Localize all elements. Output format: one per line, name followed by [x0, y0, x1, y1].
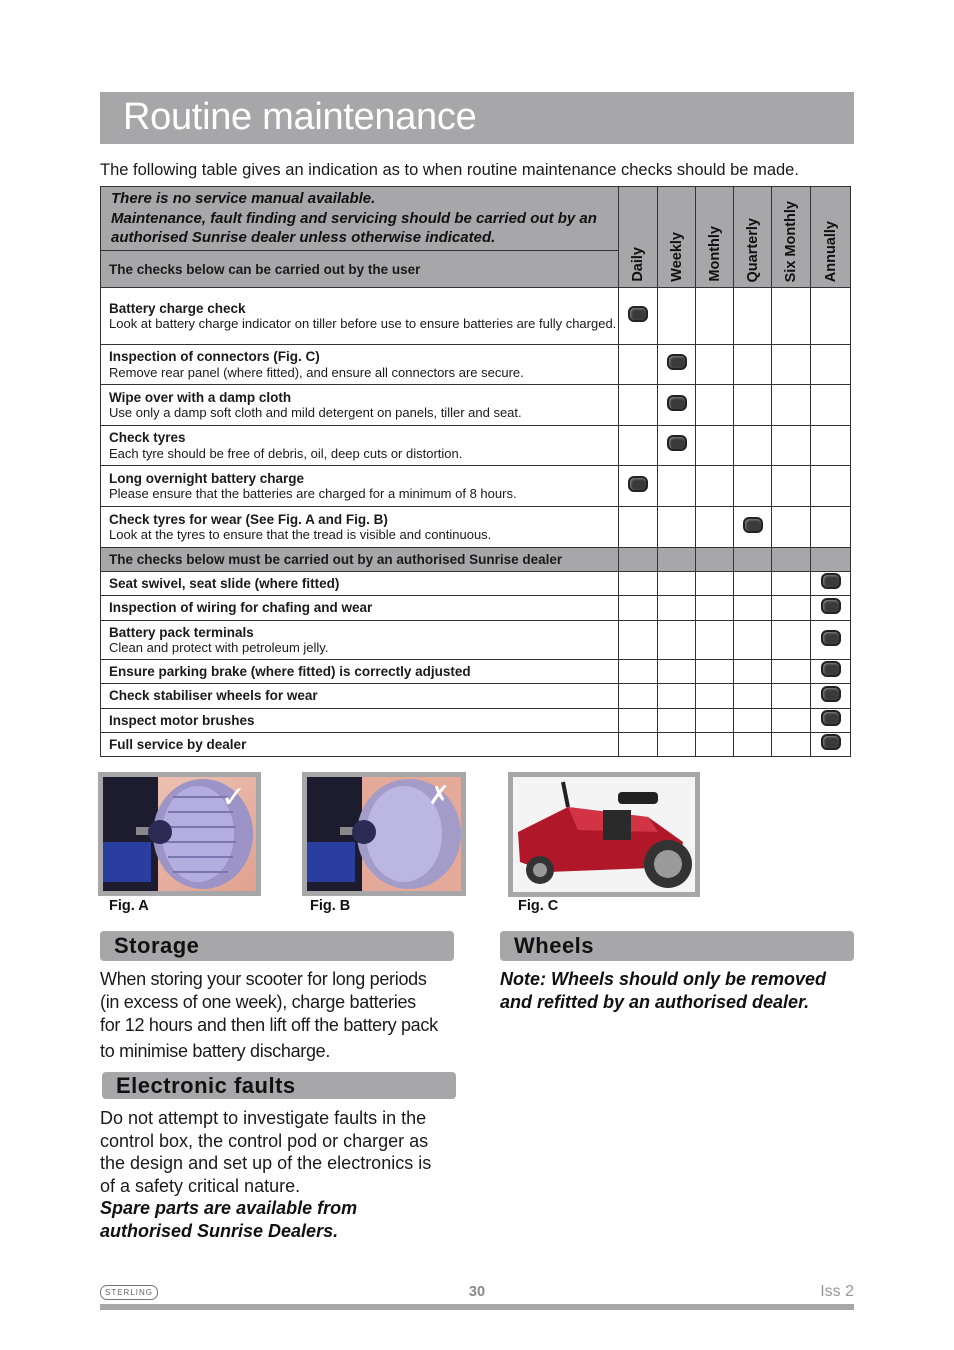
check-description: [101, 466, 619, 507]
sterling-logo: STERLING: [100, 1285, 158, 1300]
maintenance-table: [100, 186, 850, 758]
frequency-cell: [772, 385, 811, 426]
table-row: [101, 684, 851, 709]
check-title: Battery charge check: [109, 300, 246, 316]
frequency-cell: [658, 621, 696, 660]
frequency-cell: [811, 426, 851, 466]
frequency-cell: [619, 507, 658, 548]
frequency-cell: [658, 426, 696, 466]
check-description: [101, 709, 619, 733]
freq-header-daily: Daily: [619, 187, 658, 288]
frequency-cell: [811, 733, 851, 757]
table-row: [101, 709, 851, 733]
check-detail: Please ensure that the batteries are charged for a minimum of 8 hours.: [109, 486, 517, 501]
check-detail: Look at battery charge indicator on tiller before use to ensure batteries are fully charged.: [109, 316, 617, 331]
check-detail: Look at the tyres to ensure that the tread is visible and continuous.: [109, 527, 492, 542]
frequency-cell: [734, 548, 772, 572]
page-title: Routine maintenance: [123, 96, 477, 138]
scooter-image: [508, 772, 700, 897]
check-title: Wipe over with a damp cloth: [109, 389, 292, 405]
check-description: [101, 733, 619, 757]
check-detail: Remove rear panel (where fitted), and ensure all connectors are secure.: [109, 364, 524, 380]
check-marker-icon: [628, 476, 648, 492]
check-marker-icon: [821, 598, 841, 614]
frequency-cell: [811, 507, 851, 548]
frequency-cell: [811, 288, 851, 345]
freq-header-monthly: Monthly: [696, 187, 734, 288]
frequency-cell: [734, 426, 772, 466]
frequency-cell: [734, 507, 772, 548]
frequency-cell: [619, 548, 658, 572]
figure-b-caption: Fig. B: [310, 898, 351, 914]
frequency-cell: [772, 572, 811, 596]
frequency-cell: [696, 507, 734, 548]
electronic-faults-text: Do not attempt to investigate faults in the control box, the control pod or charger as the design and set up of the electronics is of a safety critical nature.: [100, 1108, 432, 1197]
dealer-checks-header-row: [101, 548, 851, 572]
frequency-cell: [734, 596, 772, 621]
check-detail: Clean and protect with petroleum jelly.: [109, 640, 329, 655]
tick-mark: ✓: [220, 780, 246, 815]
frequency-cell: [696, 385, 734, 426]
frequency-cell: [696, 733, 734, 757]
table-row: [101, 596, 851, 621]
frequency-cell: [658, 733, 696, 757]
check-title: Check tyres: [109, 430, 186, 445]
check-title: Inspection of connectors (Fig. C): [109, 349, 320, 364]
frequency-cell: [811, 596, 851, 621]
frequency-cell: [772, 684, 811, 709]
frequency-cell: [696, 426, 734, 466]
frequency-cell: [619, 288, 658, 345]
check-title: Battery pack terminals: [109, 624, 254, 640]
figure-b: [302, 772, 466, 896]
frequency-cell: [658, 466, 696, 507]
frequency-cell: [658, 660, 696, 684]
wheels-note: Note: Wheels should only be removed and refitted by an authorised dealer.: [500, 969, 827, 1012]
frequency-cell: [772, 596, 811, 621]
table-row: [101, 733, 851, 757]
tyre-good-image: [98, 772, 261, 896]
frequency-cell: [619, 345, 658, 385]
frequency-cell: [734, 660, 772, 684]
check-marker-icon: [821, 734, 841, 750]
check-marker-icon: [821, 573, 841, 589]
figure-c: [508, 772, 700, 897]
frequency-cell: [619, 466, 658, 507]
frequency-cell: [811, 660, 851, 684]
frequency-cell: [696, 466, 734, 507]
table-row: [101, 621, 851, 660]
frequency-cell: [811, 709, 851, 733]
freq-header-weekly: Weekly: [658, 187, 696, 288]
check-marker-icon: [628, 306, 648, 322]
frequency-cell: [619, 572, 658, 596]
frequency-cell: [811, 466, 851, 507]
check-title: Inspection of wiring for chafing and wear: [109, 600, 373, 616]
figure-c-caption: Fig. C: [518, 898, 559, 914]
frequency-cell: [619, 596, 658, 621]
frequency-cell: [772, 548, 811, 572]
frequency-cell: [658, 507, 696, 548]
check-marker-icon: [821, 710, 841, 726]
wheels-header: Wheels: [500, 931, 854, 961]
frequency-cell: [696, 709, 734, 733]
check-marker-icon: [821, 661, 841, 677]
check-marker-icon: [667, 395, 687, 411]
frequency-cell: [772, 733, 811, 757]
table-row: [101, 385, 851, 426]
check-title: Seat swivel, seat slide (where fitted): [109, 575, 340, 591]
frequency-cell: [734, 385, 772, 426]
storage-text: When storing your scooter for long periods (in excess of one week), charge batteries for 12 hours and then lift off the battery pack to minimise battery discharge.: [100, 969, 438, 1061]
check-detail: Use only a damp soft cloth and mild detergent on panels, tiller and seat.: [109, 405, 522, 420]
title-bar: [100, 92, 854, 144]
page-number: 30: [468, 1284, 486, 1300]
check-title: Full service by dealer: [109, 736, 247, 752]
freq-header-quarterly: Quarterly: [734, 187, 772, 288]
frequency-cell: [619, 621, 658, 660]
check-title: Check tyres for wear (See Fig. A and Fig. B): [109, 511, 388, 527]
frequency-cell: [696, 660, 734, 684]
frequency-cell: [696, 596, 734, 621]
intro-text: The following table gives an indication as to when routine maintenance checks should be made.: [100, 161, 799, 179]
check-description: [101, 426, 619, 466]
check-description: [101, 684, 619, 709]
frequency-cell: [619, 660, 658, 684]
check-marker-icon: [743, 517, 763, 533]
check-detail: Each tyre should be free of debris, oil, deep cuts or distortion.: [109, 445, 463, 461]
frequency-cell: [772, 345, 811, 385]
frequency-cell: [696, 684, 734, 709]
issue-number: Iss 2: [820, 1283, 854, 1300]
frequency-cell: [619, 684, 658, 709]
frequency-cell: [811, 684, 851, 709]
frequency-cell: [734, 733, 772, 757]
frequency-cell: [658, 548, 696, 572]
frequency-cell: [619, 709, 658, 733]
frequency-cell: [734, 709, 772, 733]
check-description: [101, 288, 619, 345]
check-title: Ensure parking brake (where fitted) is correctly adjusted: [109, 663, 471, 679]
figure-a: [98, 772, 261, 896]
frequency-cell: [658, 684, 696, 709]
user-checks-header: The checks below can be carried out by the user: [101, 251, 619, 288]
dealer-checks-header: The checks below must be carried out by an authorised Sunrise dealer: [101, 548, 619, 572]
spare-parts-note: Spare parts are available from authorised Sunrise Dealers.: [100, 1198, 358, 1241]
table-row: [101, 507, 851, 548]
figure-a-caption: Fig. A: [109, 898, 149, 914]
frequency-cell: [772, 621, 811, 660]
storage-header: Storage: [100, 931, 454, 961]
frequency-cell: [811, 572, 851, 596]
check-title: Check stabiliser wheels for wear: [109, 688, 318, 704]
frequency-cell: [658, 572, 696, 596]
check-description: [101, 345, 619, 385]
frequency-cell: [811, 621, 851, 660]
frequency-cell: [772, 660, 811, 684]
frequency-cell: [772, 507, 811, 548]
frequency-cell: [772, 709, 811, 733]
frequency-cell: [696, 572, 734, 596]
table-notice: There is no service manual available. Maintenance, fault finding and servicing should be carried out by an authorised Sunrise dealer unless otherwise indicated.: [101, 187, 619, 251]
electronic-faults-header: Electronic faults: [102, 1072, 456, 1099]
cross-mark: ✗: [428, 781, 450, 811]
frequency-cell: [619, 426, 658, 466]
check-description: [101, 385, 619, 426]
frequency-cell: [658, 385, 696, 426]
frequency-cell: [658, 596, 696, 621]
frequency-cell: [734, 572, 772, 596]
freq-header-annually: Annually: [811, 187, 851, 288]
frequency-cell: [696, 621, 734, 660]
check-title: Long overnight battery charge: [109, 470, 305, 486]
freq-header-six-monthly: Six Monthly: [772, 187, 811, 288]
frequency-cell: [772, 288, 811, 345]
frequency-cell: [696, 548, 734, 572]
frequency-cell: [734, 684, 772, 709]
check-description: [101, 660, 619, 684]
frequency-cell: [734, 345, 772, 385]
frequency-cell: [811, 385, 851, 426]
frequency-cell: [696, 288, 734, 345]
frequency-cell: [734, 466, 772, 507]
footer-rule: [100, 1304, 854, 1310]
check-marker-icon: [821, 686, 841, 702]
check-marker-icon: [667, 435, 687, 451]
frequency-cell: [619, 733, 658, 757]
check-description: [101, 596, 619, 621]
frequency-cell: [658, 288, 696, 345]
frequency-cell: [772, 466, 811, 507]
check-description: [101, 621, 619, 660]
table-row: [101, 466, 851, 507]
table-row: [101, 660, 851, 684]
frequency-cell: [811, 548, 851, 572]
frequency-cell: [696, 345, 734, 385]
table-row: [101, 426, 851, 466]
frequency-cell: [734, 288, 772, 345]
check-title: Inspect motor brushes: [109, 712, 255, 728]
frequency-cell: [734, 621, 772, 660]
table-row: [101, 572, 851, 596]
check-description: [101, 507, 619, 548]
frequency-cell: [811, 345, 851, 385]
check-marker-icon: [667, 354, 687, 370]
tyre-worn-image: [302, 772, 466, 896]
frequency-cell: [772, 426, 811, 466]
check-description: [101, 572, 619, 596]
check-marker-icon: [821, 630, 841, 646]
frequency-cell: [658, 709, 696, 733]
table-row: [101, 288, 851, 345]
frequency-cell: [658, 345, 696, 385]
frequency-cell: [619, 385, 658, 426]
table-row: [101, 345, 851, 385]
